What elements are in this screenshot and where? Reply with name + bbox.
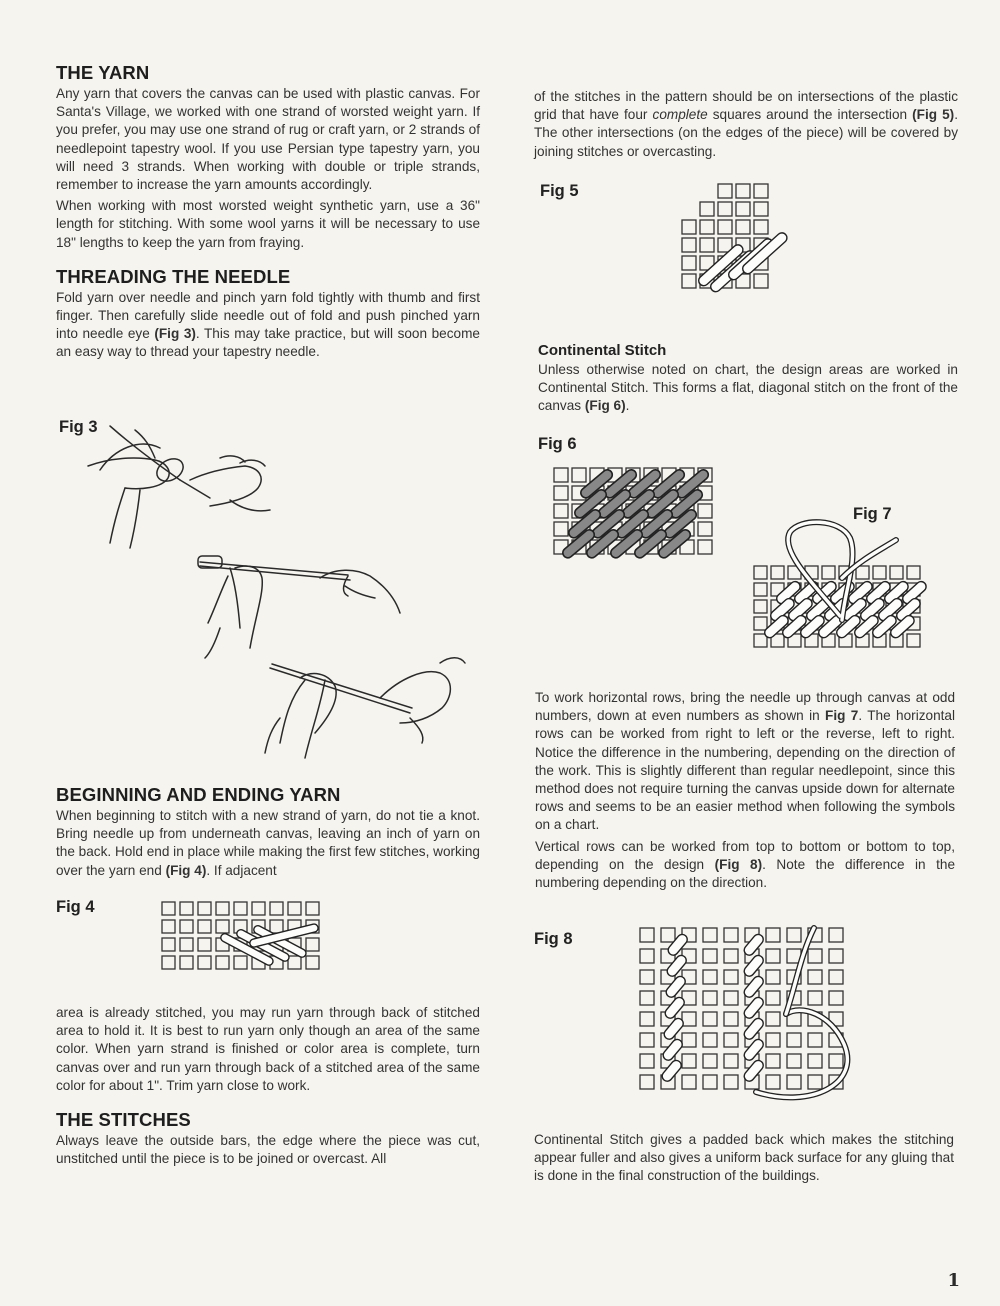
fig6-grid-diagram xyxy=(552,466,738,584)
continental-text-b: . xyxy=(625,398,630,414)
heading-beginning-and-ending-yarn: BEGINNING AND ENDING YARN xyxy=(56,784,341,805)
continental-continued xyxy=(535,689,955,892)
fig3-reference: (Fig 3) xyxy=(154,326,196,342)
yarn-paragraph-2: When working with most worsted weight synthetic yarn, use a 36" length for stitching. With some wool yarns it will be necessary to use 18" lengths to keep the yarn from fraying. xyxy=(56,198,480,250)
fig5-grid-diagram xyxy=(672,180,804,322)
threading-paragraph xyxy=(56,289,480,362)
beginning-text-b: . If adjacent xyxy=(206,862,277,878)
fig8-reference: (Fig 8) xyxy=(714,856,763,872)
fig5-label: Fig 5 xyxy=(540,182,579,200)
continental-section xyxy=(538,342,958,416)
continental-paragraph-3 xyxy=(535,838,955,893)
fig3-label: Fig 3 xyxy=(59,418,98,436)
fig7-label: Fig 7 xyxy=(853,505,892,523)
heading-the-yarn: THE YARN xyxy=(56,62,150,83)
heading-the-stitches: THE STITCHES xyxy=(56,1109,191,1131)
threading-text-b: . This may take practice, but will soon become an easy way to thread your tapestry needle. xyxy=(56,326,480,360)
beginning-paragraph-2: area is already stitched, you may run yarn through back of stitched area to hold it. It is best to run yarn only though an area of the same color. When yarn strand is finished or color area is complete, turn canvas over and run yarn through back of a stitched area of the same color for about 1". Trim yarn close to work. xyxy=(56,1005,480,1093)
stitches-text-b: squares around the intersection xyxy=(707,107,913,123)
heading-continental-stitch: Continental Stitch xyxy=(538,342,667,359)
fig8-grid-diagram xyxy=(636,924,858,1116)
fig7-grid-diagram xyxy=(750,520,950,666)
beginning-paragraph-1 xyxy=(56,807,480,880)
continental-paragraph-1 xyxy=(538,361,958,416)
fig3-threading-illustration xyxy=(80,418,480,763)
left-column xyxy=(56,62,480,362)
fig4-reference: (Fig 4) xyxy=(165,862,207,878)
page-number: 1 xyxy=(947,1270,960,1291)
fig8-label: Fig 8 xyxy=(534,930,573,948)
continental-text-a: Unless otherwise noted on chart, the design areas are worked in Continental Stitch. This forms a flat, diagonal stitch on the front of the canvas xyxy=(538,362,958,414)
fig4-grid-diagram xyxy=(160,900,350,980)
beginning-section xyxy=(56,784,480,880)
fig4-label: Fig 4 xyxy=(56,898,95,916)
heading-threading-the-needle: THREADING THE NEEDLE xyxy=(56,265,291,287)
fig7-reference: Fig 7 xyxy=(825,708,859,724)
continental-paragraph-4: Continental Stitch gives a padded back which makes the stitching appear fuller and also gives a uniform back surface for any gluing that is done in the final construction of the buildings. xyxy=(534,1132,954,1184)
beginning-text-a: When beginning to stitch with a new strand of yarn, do not tie a knot. Bring needle up from underneath canvas, leaving an inch of yarn on the back. Hold end in place while making the first few stitches, working over the yarn end xyxy=(56,808,480,878)
right-column xyxy=(534,88,958,161)
yarn-paragraph-1: Any yarn that covers the canvas can be used with plastic canvas. For Santa's Village, we worked with one strand of worsted weight yarn. If you prefer, you may use one strand of rug or craft yarn, or 2 strands of needlepoint tapestry wool. If you use Persian type tapestry yarn, you will need 3 strands. When working with double or triple strands, remember to increase the yarn amounts accordingly. xyxy=(56,86,480,193)
threading-text-a: Fold yarn over needle and pinch yarn fold tightly with thumb and first finger. Then carefully slide needle out of fold and push pinched yarn into needle eye xyxy=(56,289,480,342)
continental-paragraph-2 xyxy=(535,689,955,835)
continental-text-e: Vertical rows can be worked from top to bottom or bottom to top, depending on the design xyxy=(535,838,955,872)
continental-text-f: . Note the difference in the numbering depending on the direction. xyxy=(535,856,956,891)
fig5-reference: (Fig 5) xyxy=(912,107,955,123)
stitches-text-a: of the stitches in the pattern should be on intersections of the plastic grid that have four xyxy=(534,89,958,123)
stitches-emphasis: complete xyxy=(652,107,708,123)
continental-text-d: . The horizontal rows can be worked from right to left or the reverse, left to right. Notice the difference in the numbering, depending on the direction of the work. This is slightly different than regular needlepoint, since this method does not require turning the canvas upside down for alternate rows and seems to be an easier method when following the symbols on a chart. xyxy=(535,708,955,833)
fig6-reference: (Fig 6) xyxy=(584,398,626,414)
fig6-label: Fig 6 xyxy=(538,435,577,453)
stitches-paragraph-1: Always leave the outside bars, the edge where the piece was cut, unstitched until the piece is to be joined or overcast. All xyxy=(56,1133,480,1167)
continental-closing xyxy=(534,1131,954,1186)
stitches-text-c: . The other intersections (on the edges of the piece) will be covered by joining stitches or overcasting. xyxy=(534,107,958,159)
stitches-paragraph-2 xyxy=(534,88,958,161)
continental-text-c: To work horizontal rows, bring the needle up through canvas at odd numbers, down at even numbers as shown in xyxy=(535,690,955,724)
beginning-continued xyxy=(56,1004,480,1168)
